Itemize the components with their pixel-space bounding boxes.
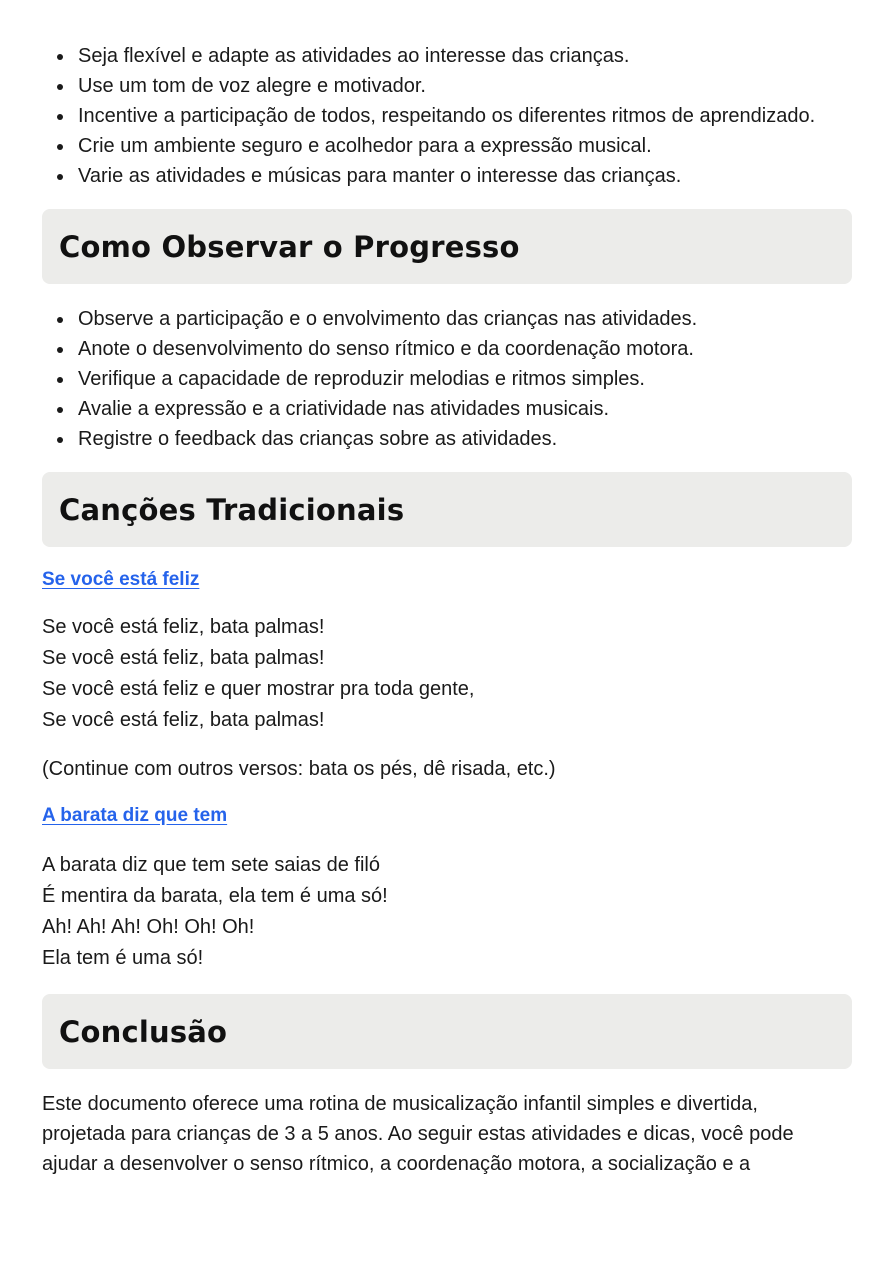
list-item: Varie as atividades e músicas para manter o interesse das crianças. — [42, 161, 852, 191]
lyric-line: Ela tem é uma só! — [42, 947, 204, 969]
progress-section-header — [42, 209, 852, 284]
conclusion-text: Este documento oferece uma rotina de musicalização infantil simples e divertida, projetada para crianças de 3 a 5 anos. Ao seguir estas atividades e dicas, você pode ajudar a desenvolver o senso rítmico, a coordenação motora, a socialização e a — [42, 1093, 794, 1175]
list-item: Incentive a participação de todos, respeitando os diferentes ritmos de aprendizado. — [42, 101, 852, 131]
list-item: Verifique a capacidade de reproduzir melodias e ritmos simples. — [42, 364, 852, 394]
song-note: (Continue com outros versos: bata os pés, dê risada, etc.) — [42, 758, 556, 780]
document-page — [42, 40, 852, 1179]
song-title-link[interactable]: Se você está feliz — [42, 569, 200, 590]
lyric-line: Ah! Ah! Ah! Oh! Oh! Oh! — [42, 916, 255, 938]
lyric-line: Se você está feliz e quer mostrar pra toda gente, — [42, 678, 475, 700]
section-title: Conclusão — [59, 1014, 228, 1049]
song-2 — [42, 804, 852, 974]
conclusion-section-header — [42, 994, 852, 1069]
song-1 — [42, 568, 852, 784]
lyric-line: Se você está feliz, bata palmas! — [42, 616, 325, 638]
list-item: Registre o feedback das crianças sobre as atividades. — [42, 424, 852, 454]
list-item: Seja flexível e adapte as atividades ao interesse das crianças. — [42, 41, 852, 71]
lyric-line: Se você está feliz, bata palmas! — [42, 709, 325, 731]
section-title: Canções Tradicionais — [59, 492, 405, 527]
list-item: Use um tom de voz alegre e motivador. — [42, 71, 852, 101]
song-lyrics — [42, 612, 852, 736]
progress-list — [42, 304, 852, 454]
section-title: Como Observar o Progresso — [59, 229, 520, 264]
song-lyrics — [42, 850, 852, 974]
lyric-line: Se você está feliz, bata palmas! — [42, 647, 325, 669]
lyric-line: É mentira da barata, ela tem é uma só! — [42, 885, 388, 907]
list-item: Observe a participação e o envolvimento das crianças nas atividades. — [42, 304, 852, 334]
tips-list — [42, 41, 852, 191]
song-title-link[interactable]: A barata diz que tem — [42, 805, 228, 826]
list-item: Crie um ambiente seguro e acolhedor para a expressão musical. — [42, 131, 852, 161]
list-item: Anote o desenvolvimento do senso rítmico e da coordenação motora. — [42, 334, 852, 364]
songs-section-header — [42, 472, 852, 547]
lyric-line: A barata diz que tem sete saias de filó — [42, 854, 380, 876]
list-item: Avalie a expressão e a criatividade nas atividades musicais. — [42, 394, 852, 424]
